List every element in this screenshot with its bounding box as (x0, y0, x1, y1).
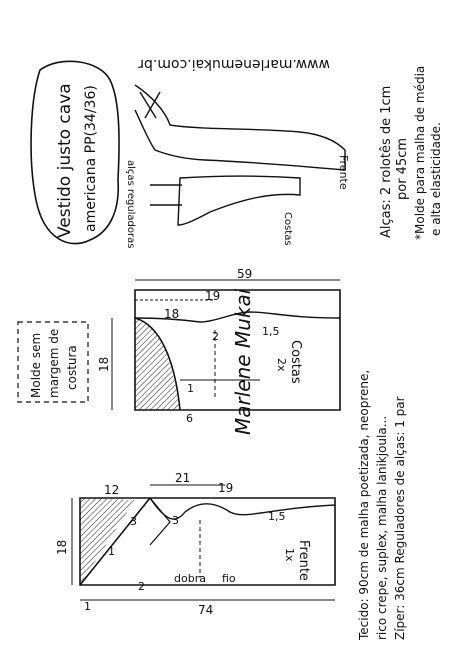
frente-fio: fio (222, 572, 236, 585)
frente-label: Frente (296, 540, 311, 581)
title-line2: americana PP(34/36) (83, 85, 99, 232)
note-molde-2: e alta elasticidade. (429, 122, 443, 236)
frente-hatch-area (80, 498, 135, 585)
frente-dobra: dobra (174, 572, 206, 585)
title-bubble (31, 61, 119, 243)
frente-dim-12: 12 (104, 483, 120, 497)
thumb-frente-outline (135, 85, 345, 170)
frente-count: 1x (283, 548, 296, 562)
materials-line2: rico crepe, suplex, malha lanikjoula... (375, 415, 389, 640)
frente-dim-2: 2 (138, 580, 145, 593)
frente-dim-19: 19 (218, 481, 234, 495)
frente-dim-74: 74 (198, 603, 214, 617)
costas-dim-15: 1,5 (262, 325, 280, 338)
materials-line3: Zíper: 36cm Reguladores de alças: 1 par (393, 396, 407, 640)
frente-dim-1b: 1 (84, 600, 91, 613)
note-alcas: Alças: 2 rolotês de 1cm (379, 85, 394, 238)
costas-label: Costas (288, 340, 303, 384)
thumb-alcas-label: alças reguladoras (125, 160, 136, 249)
stamp-line3: costura (65, 345, 79, 390)
costas-dim-18-side: 18 (97, 356, 111, 372)
costas-dim-2: 2 (212, 330, 219, 343)
costas-dim-59: 59 (237, 267, 253, 281)
costas-dim-1: 1 (187, 382, 194, 395)
signature: Marlene Mukai (231, 288, 255, 435)
materials-line1: Tecido: 90cm de malha poetizada, neoprene, (357, 369, 371, 640)
frente-dim-21: 21 (175, 471, 191, 485)
stamp-line1: Molde sem (29, 332, 43, 398)
frente-dim-3a: 3 (130, 515, 137, 528)
costas-dim-18-top: 18 (164, 307, 180, 321)
costas-piece (112, 280, 340, 410)
frente-dim-18: 18 (55, 539, 69, 555)
stamp-line2: margem de (47, 328, 61, 398)
frente-dim-1a: 1 (108, 545, 115, 558)
thumb-frente-label: Frente (337, 155, 350, 190)
costas-hatch-area (135, 318, 180, 410)
frente-dart (150, 498, 170, 545)
thumb-costas-label: Costas (282, 212, 293, 246)
website-text: www.marlenemukai.com.br (138, 56, 330, 72)
frente-dim-15: 1,5 (268, 510, 286, 523)
costas-dim-19: 19 (205, 289, 221, 303)
note-molde: *Molde para malha de média (413, 65, 427, 240)
dress-thumbnail (135, 85, 345, 225)
costas-count: 2x (275, 358, 288, 372)
note-alcas-len: por 45cm (395, 137, 410, 200)
thumb-costas-outline (178, 176, 300, 225)
costas-dim-6: 6 (186, 412, 193, 425)
frente-dim-3b: 3 (172, 514, 179, 527)
title-line1: Vestido justo cava (55, 83, 75, 238)
